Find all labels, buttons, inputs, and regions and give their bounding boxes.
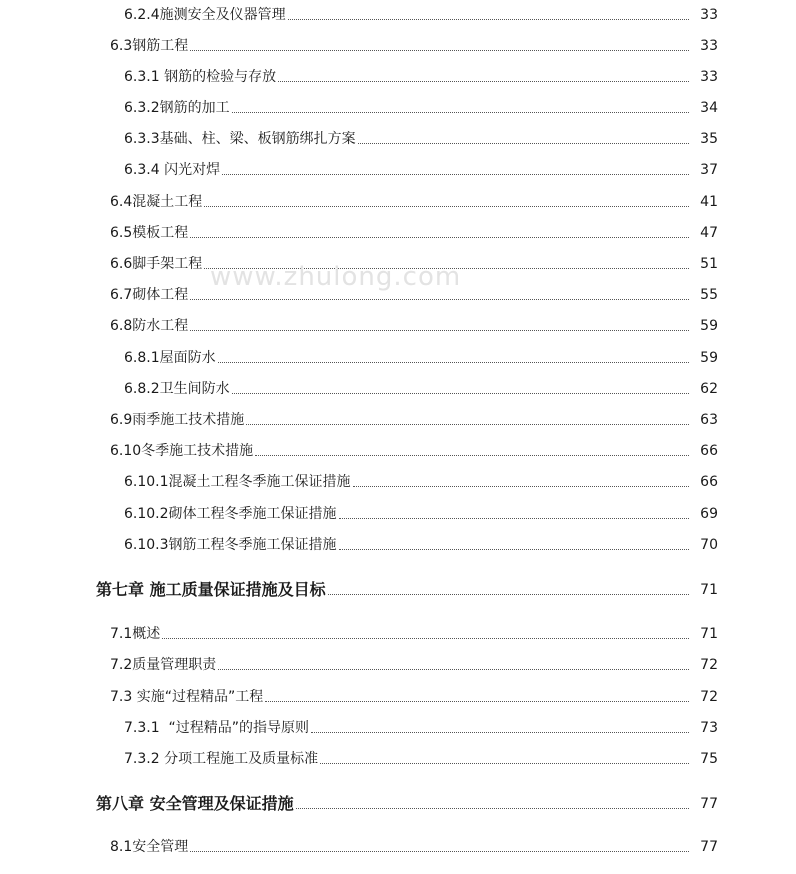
toc-entry-number: 6.6: [110, 256, 133, 272]
toc-entry[interactable]: [0, 345, 796, 367]
toc-entry[interactable]: [0, 532, 796, 554]
dot-leader: [265, 701, 689, 702]
toc-entry-number: 6.9: [110, 412, 133, 428]
toc-entry-number: 6.3.2: [124, 100, 160, 116]
toc-entry-number: 6.10.2: [124, 506, 169, 522]
toc-entry-number: 6.2.4: [124, 7, 160, 23]
dot-leader: [288, 19, 689, 20]
toc-entry[interactable]: [0, 313, 796, 335]
toc-entry-title: 卫生间防水: [159, 381, 230, 397]
toc-entry-page: 66: [700, 443, 718, 459]
toc-entry-page: 66: [700, 474, 718, 490]
toc-entry-page: 77: [700, 839, 718, 855]
dot-leader: [218, 362, 689, 363]
toc-chapter-number: 第七章: [96, 580, 145, 599]
toc-entry-number: 6.10.1: [124, 474, 169, 490]
toc-entry-title: 脚手架工程: [132, 256, 203, 272]
toc-entry-number: 8.1: [110, 839, 133, 855]
toc-entry[interactable]: [0, 126, 796, 148]
toc-entry[interactable]: [0, 95, 796, 117]
toc-entry-page: 75: [700, 751, 718, 767]
toc-entry[interactable]: [0, 189, 796, 211]
toc-entry-title: 钢筋的加工: [159, 100, 230, 116]
toc-entry[interactable]: [0, 652, 796, 674]
dot-leader: [339, 518, 689, 519]
toc-entry-title: 混凝土工程冬季施工保证措施: [168, 474, 351, 490]
dot-leader: [232, 393, 689, 394]
toc-entry[interactable]: [0, 746, 796, 768]
dot-leader: [222, 174, 689, 175]
toc-entry-page: 59: [700, 350, 718, 366]
toc-entry-page: 62: [700, 381, 718, 397]
dot-leader: [296, 808, 689, 809]
toc-entry-page: 35: [700, 131, 718, 147]
toc-entry[interactable]: [0, 438, 796, 460]
toc-entry-title: 冬季施工技术措施: [141, 443, 254, 459]
toc-entry[interactable]: [0, 220, 796, 242]
dot-leader: [339, 549, 689, 550]
toc-entry-title: 分项工程施工及质量标准: [159, 751, 319, 767]
dot-leader: [353, 486, 689, 487]
toc-entry-number: 6.3: [110, 38, 133, 54]
toc-entry-title: 屋面防水: [159, 350, 216, 366]
toc-entry-page: 33: [700, 69, 718, 85]
dot-leader: [311, 732, 689, 733]
toc-entry-page: 34: [700, 100, 718, 116]
toc-entry-title: 安全管理: [132, 839, 189, 855]
toc-entry[interactable]: [0, 157, 796, 179]
toc-entry[interactable]: [0, 834, 796, 856]
dot-leader: [190, 50, 689, 51]
toc-entry[interactable]: [0, 407, 796, 429]
toc-entry-title: 闪光对焊: [159, 162, 221, 178]
dot-leader: [204, 206, 689, 207]
toc-entry-number: 6.5: [110, 225, 133, 241]
toc-entry-page: 51: [700, 256, 718, 272]
toc-entry-page: 59: [700, 318, 718, 334]
toc-entry-number: 6.7: [110, 287, 133, 303]
watermark-text: www.zhulong.com: [210, 262, 462, 292]
toc-entry[interactable]: [0, 715, 796, 737]
dot-leader: [190, 851, 689, 852]
toc-entry-title: 砌体工程冬季施工保证措施: [168, 506, 337, 522]
toc-entry[interactable]: [0, 2, 796, 24]
toc-chapter-number: 第八章: [96, 794, 145, 813]
dot-leader: [320, 763, 689, 764]
toc-entry-page: 63: [700, 412, 718, 428]
toc-entry-number: 7.3: [110, 689, 133, 705]
toc-entry-number: 7.1: [110, 626, 133, 642]
toc-entry[interactable]: [0, 501, 796, 523]
toc-chapter-entry[interactable]: [0, 789, 796, 813]
toc-entry-title: “过程精品”的指导原则: [159, 720, 310, 736]
dot-leader: [190, 330, 689, 331]
toc-entry-page: 72: [700, 657, 718, 673]
toc-entry-page: 41: [700, 194, 718, 210]
toc-entry-title: 钢筋的检验与存放: [159, 69, 277, 85]
toc-entry[interactable]: [0, 469, 796, 491]
toc-entry[interactable]: [0, 33, 796, 55]
toc-entry-page: 71: [700, 582, 718, 598]
toc-entry-title: 基础、柱、梁、板钢筋绑扎方案: [159, 131, 356, 147]
toc-entry-number: 7.3.2: [124, 751, 160, 767]
toc-entry-page: 47: [700, 225, 718, 241]
toc-entry-number: 6.4: [110, 194, 133, 210]
toc-entry-number: 7.3.1: [124, 720, 160, 736]
toc-entry[interactable]: [0, 684, 796, 706]
toc-entry-page: 69: [700, 506, 718, 522]
toc-entry-number: 6.8: [110, 318, 133, 334]
toc-chapter-title: 安全管理及保证措施: [144, 794, 294, 813]
toc-entry-number: 7.2: [110, 657, 133, 673]
dot-leader: [255, 455, 689, 456]
dot-leader: [190, 299, 689, 300]
dot-leader: [278, 81, 689, 82]
toc-entry-title: 砌体工程: [132, 287, 189, 303]
toc-entry[interactable]: [0, 621, 796, 643]
toc-entry-number: 6.8.1: [124, 350, 160, 366]
toc-entry-page: 70: [700, 537, 718, 553]
toc-entry-title: 模板工程: [132, 225, 189, 241]
toc-entry-number: 6.8.2: [124, 381, 160, 397]
dot-leader: [218, 669, 689, 670]
toc-entry-title: 钢筋工程冬季施工保证措施: [168, 537, 337, 553]
toc-entry-title: 质量管理职责: [132, 657, 217, 673]
toc-entry-number: 6.10.3: [124, 537, 169, 553]
toc-chapter-title: 施工质量保证措施及目标: [144, 580, 326, 599]
toc-entry-number: 6.3.3: [124, 131, 160, 147]
toc-chapter-entry[interactable]: [0, 575, 796, 599]
toc-entry-title: 概述: [132, 626, 161, 642]
toc-entry-number: 6.3.1: [124, 69, 160, 85]
toc-entry-page: 77: [700, 796, 718, 812]
toc-entry-number: 6.10: [110, 443, 142, 459]
toc-entry-page: 71: [700, 626, 718, 642]
toc-entry-page: 37: [700, 162, 718, 178]
toc-entry-number: 6.3.4: [124, 162, 160, 178]
toc-entry-title: 雨季施工技术措施: [132, 412, 245, 428]
dot-leader: [246, 424, 689, 425]
toc-entry[interactable]: [0, 376, 796, 398]
dot-leader: [190, 237, 689, 238]
toc-entry-title: 施测安全及仪器管理: [159, 7, 286, 23]
dot-leader: [232, 112, 689, 113]
dot-leader: [328, 594, 689, 595]
toc-entry-page: 33: [700, 7, 718, 23]
toc-entry-title: 混凝土工程: [132, 194, 203, 210]
toc-entry-title: 钢筋工程: [132, 38, 189, 54]
toc-entry-page: 55: [700, 287, 718, 303]
toc-entry[interactable]: [0, 64, 796, 86]
toc-entry-title: 防水工程: [132, 318, 189, 334]
dot-leader: [162, 638, 689, 639]
toc-entry-title: 实施“过程精品”工程: [132, 689, 264, 705]
dot-leader: [358, 143, 689, 144]
toc-entry-page: 33: [700, 38, 718, 54]
toc-entry-page: 73: [700, 720, 718, 736]
toc-entry-page: 72: [700, 689, 718, 705]
